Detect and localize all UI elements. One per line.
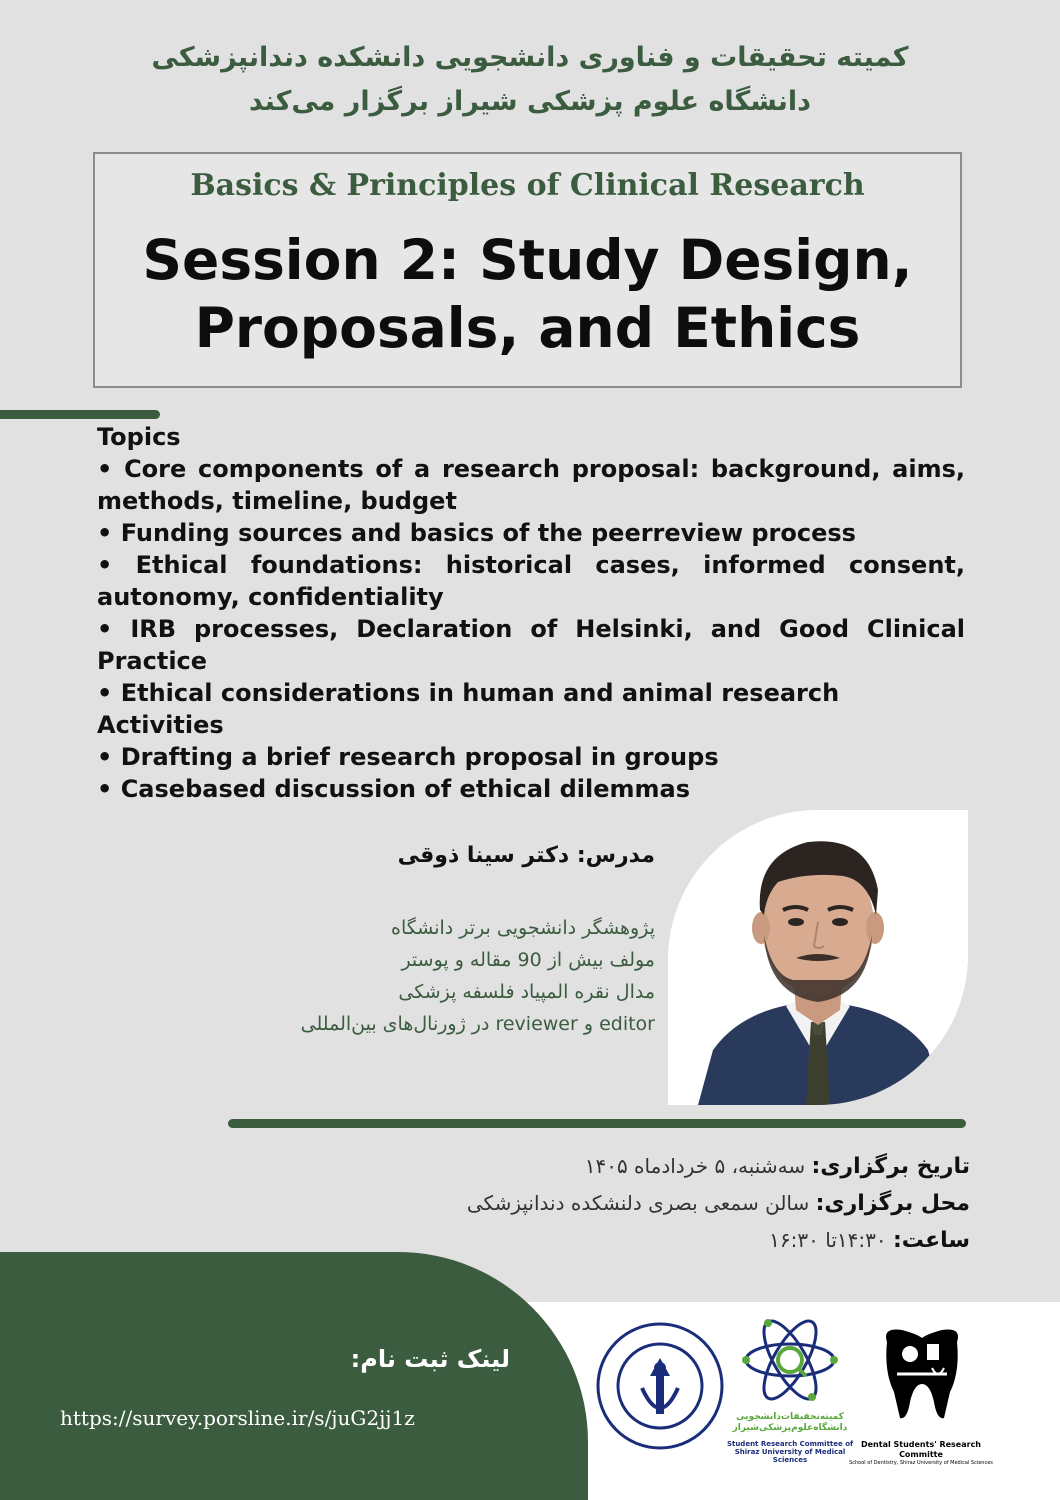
bio-line: مولف بیش از 90 مقاله و پوستر <box>401 949 655 971</box>
session-title <box>95 226 960 362</box>
src-caption-en-line-1: Student Research Committee of <box>726 1440 854 1448</box>
event-date-value: سه‌شنبه، ۵ خردادماه ۱۴۰۵ <box>584 1154 806 1178</box>
activities-heading: Activities <box>97 711 224 739</box>
dental-caption-line-2: School of Dentistry, Shiraz University of Medical Sciences <box>849 1460 993 1466</box>
src-caption-en <box>722 1440 858 1464</box>
event-time <box>467 1222 970 1259</box>
activity-item: • Drafting a brief research proposal in groups <box>97 743 719 771</box>
activity-item: • Casebased discussion of ethical dilemmas <box>97 775 691 803</box>
content-list <box>97 421 965 805</box>
university-seal-icon <box>592 1318 728 1454</box>
event-date <box>467 1148 970 1185</box>
university-logo <box>592 1318 728 1454</box>
organizer-line-2: دانشگاه علوم پزشکی شیراز برگزار می‌کند <box>249 86 811 117</box>
event-time-label: ساعت: <box>892 1228 970 1253</box>
instructor-bio <box>301 912 655 1040</box>
event-place-value: سالن سمعی بصری دلنشکده دندانپزشکی <box>466 1191 810 1215</box>
dental-committee-logo <box>872 1322 972 1422</box>
session-title-line-2: Proposals, and Ethics <box>194 296 861 360</box>
event-date-label: تاریخ برگزاری: <box>811 1154 970 1179</box>
src-caption-fa-line-2: دانشگاه‌علوم‌پزشکی‌شیراز <box>732 1423 848 1433</box>
series-title: Basics & Principles of Clinical Research <box>190 168 865 203</box>
dental-caption-line-1: Dental Students' Research Committe <box>860 1440 981 1459</box>
src-logo <box>740 1315 840 1405</box>
src-caption-fa-line-1: کمیته‌تحقیقات‌دانشجویی <box>736 1412 844 1422</box>
divider-bar-left <box>0 410 160 419</box>
src-caption-en-line-2: Shiraz University of Medical Sciences <box>734 1448 846 1464</box>
topic-item: • Ethical foundations: historical cases, informed consent, autonomy, confidentiality <box>97 551 965 611</box>
registration-panel <box>0 1252 588 1500</box>
topics-heading: Topics <box>97 423 181 451</box>
dental-committee-caption <box>846 1440 996 1467</box>
event-details <box>467 1148 970 1259</box>
bio-line: editor و reviewer در ژورنال‌های بین‌المللی <box>300 1013 655 1035</box>
src-caption-fa <box>722 1412 858 1434</box>
organizer-line-1: کمیته تحقیقات و فناوری دانشجویی دانشکده دندانپزشکی <box>151 42 909 73</box>
topic-item: • Core components of a research proposal: background, aims, methods, timeline, budget <box>97 455 965 515</box>
topic-item: • Funding sources and basics of the peerreview process <box>97 519 856 547</box>
topic-item: • Ethical considerations in human and animal research <box>97 679 840 707</box>
bio-line: مدال نقره المپیاد فلسفه پزشکی <box>398 981 655 1003</box>
instructor-name: مدرس: دکتر سینا ذوقی <box>397 843 655 868</box>
registration-link[interactable]: https://survey.porsline.ir/s/juG2jj1z <box>60 1406 415 1430</box>
instructor-photo <box>668 810 968 1105</box>
topic-item: • IRB processes, Declaration of Helsinki, and Good Clinical Practice <box>97 615 965 675</box>
event-place <box>467 1185 970 1222</box>
title-box <box>93 152 962 388</box>
event-time-value: ۱۴:۳۰تا ۱۶:۳۰ <box>769 1228 887 1252</box>
bio-line: پژوهشگر دانشجویی برتر دانشگاه <box>391 917 655 939</box>
registration-label: لینک ثبت نام: <box>350 1345 510 1373</box>
instructor-portrait-icon <box>668 810 968 1105</box>
event-place-label: محل برگزاری: <box>815 1191 970 1216</box>
session-title-line-1: Session 2: Study Design, <box>142 228 913 292</box>
divider-bar-middle <box>228 1119 966 1128</box>
atom-network-icon <box>740 1315 840 1405</box>
tooth-microscope-icon <box>872 1322 972 1422</box>
